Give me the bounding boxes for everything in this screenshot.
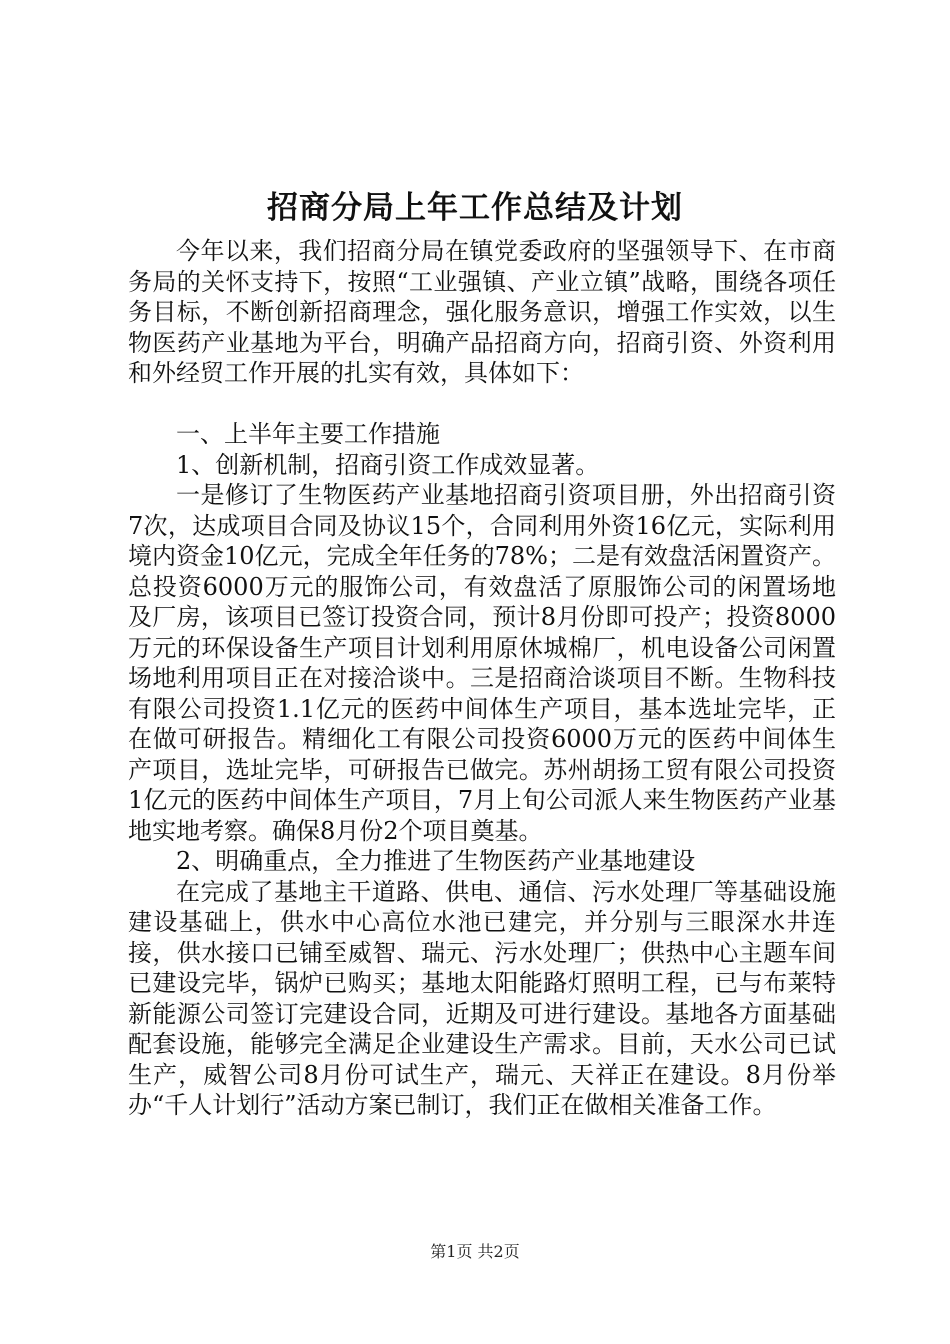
subsection-heading: 2、明确重点，全力推进了生物医药产业基地建设 xyxy=(176,847,696,875)
document-body xyxy=(128,236,836,1121)
page-footer: 第1页 共2页 xyxy=(430,1242,520,1261)
subsection-heading: 1、创新机制，招商引资工作成效显著。 xyxy=(176,450,600,479)
subsection-paragraph: 在完成了基地主干道路、供电、通信、污水处理厂等基础设施建设基础上，供水中心高位水池已建完，并分别与三眼深水井连接，供水接口已铺至威智、瑞元、污水处理厂；供热中心主题车间已建设完毕，锅炉已购买；基地太阳能路灯照明工程，已与布莱特新能源公司签订完建设合同，近期及可进行建设。基地各方面基础配套设施，能够完全满足企业建设生产需求。目前，天水公司已试生产，威智公司8月份可试生产，瑞元、天祥正在建设。8月份举办“千人计划行”活动方案已制订，我们正在做相关准备工作。 xyxy=(128,877,836,1119)
paragraph-spacer xyxy=(128,389,836,420)
section-heading: 一、上半年主要工作措施 xyxy=(176,420,440,448)
intro-paragraph: 今年以来，我们招商分局在镇党委政府的坚强领导下、在市商务局的关怀支持下，按照“工业强镇、产业立镇”战略，围绕各项任务目标，不断创新招商理念，强化服务意识，增强工作实效，以生物医药产业基地为平台，明确产品招商方向，招商引资、外资利用和外经贸工作开展的扎实有效，具体如下： xyxy=(128,237,836,387)
document-title: 招商分局上年工作总结及计划 xyxy=(267,190,683,226)
subsection-paragraph: 一是修订了生物医药产业基地招商引资项目册，外出招商引资7次，达成项目合同及协议15个，合同利用外资16亿元，实际利用境内资金10亿元，完成全年任务的78%；二是有效盘活闲置资产。总投资6000万元的服饰公司，有效盘活了原服饰公司的闲置场地及厂房，该项目已签订投资合同，预计8月份即可投产；投资8000万元的环保设备生产项目计划利用原休城棉厂，机电设备公司闲置场地利用项目正在对接洽谈中。三是招商洽谈项目不断。生物科技有限公司投资1.1亿元的医药中间体生产项目，基本选址完毕，正在做可研报告。精细化工有限公司投资6000万元的医药中间体生产项目，选址完毕，可研报告已做完。苏州胡扬工贸有限公司投资1亿元的医药中间体生产项目，7月上旬公司派人来生物医药产业基地实地考察。确保8月份2个项目奠基。 xyxy=(128,481,836,845)
